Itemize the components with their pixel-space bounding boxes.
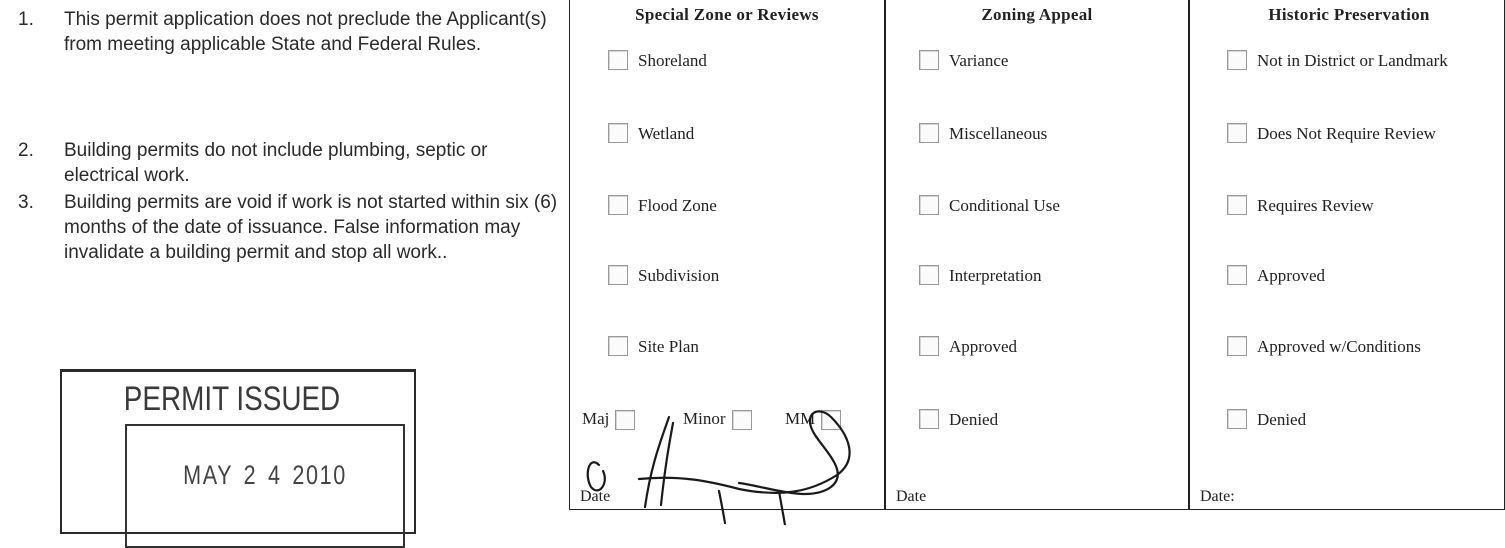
checkbox[interactable]: [1227, 409, 1247, 429]
mm-option[interactable]: [785, 409, 841, 430]
checkbox-label: Site Plan: [638, 337, 699, 356]
checkbox-label: Shoreland: [638, 51, 707, 70]
checkbox-label: Denied: [949, 410, 999, 429]
checkbox-label: Miscellaneous: [949, 124, 1048, 143]
checkbox-label: Variance: [949, 51, 1009, 70]
checkbox-label: Interpretation: [949, 266, 1042, 285]
permit-issued-stamp: [60, 369, 416, 534]
checkbox[interactable]: [1227, 123, 1247, 143]
note-text: Building permits do not include plumbing, septic or electrical work.: [64, 140, 488, 186]
checkbox-label: Approved w/Conditions: [1257, 337, 1421, 356]
special-zone-heading: Special Zone or Reviews: [635, 5, 819, 24]
checkbox-label: Denied: [1257, 410, 1307, 429]
checkbox[interactable]: [919, 409, 939, 429]
zoning-appeal-heading: Zoning Appeal: [981, 5, 1093, 24]
checkbox[interactable]: [1227, 336, 1247, 356]
historic-preservation-heading: Historic Preservation: [1268, 5, 1430, 24]
checkbox-label: Wetland: [638, 124, 695, 143]
special-zone-column: [570, 0, 884, 509]
note-text: This permit application does not preclude the Applicant(s) from meeting applicable State and Federal Rules.: [64, 9, 547, 55]
checkbox-label: Requires Review: [1257, 196, 1374, 215]
subdivision-size-row: [580, 409, 870, 435]
checkbox-label: Conditional Use: [949, 196, 1060, 215]
date-label: Date:: [1200, 488, 1235, 505]
checkbox[interactable]: [608, 265, 628, 285]
minor-label: Minor: [683, 409, 726, 428]
mm-label: MM: [785, 409, 816, 428]
checkbox-label: Flood Zone: [638, 196, 717, 215]
checkbox[interactable]: [608, 195, 628, 215]
note-text: Building permits are void if work is not started within six (6) months of the date of issuance. False information may invalidate a building permit and stop all work..: [64, 192, 558, 263]
checkbox[interactable]: [615, 410, 635, 430]
checkbox-label: Does Not Require Review: [1257, 124, 1436, 143]
review-grid: [569, 0, 1505, 510]
checkbox[interactable]: [732, 410, 752, 430]
checkbox-label: Not in District or Landmark: [1257, 51, 1448, 70]
checkbox[interactable]: [919, 336, 939, 356]
checkbox[interactable]: [608, 336, 628, 356]
date-label: Date: [896, 488, 927, 505]
historic-preservation-column: [1188, 0, 1505, 509]
checkbox-label: Approved: [1257, 266, 1325, 285]
note-number: 2.: [18, 140, 34, 161]
checkbox[interactable]: [919, 195, 939, 215]
stamp-date-box: [125, 424, 405, 548]
checkbox-label: Approved: [949, 337, 1017, 356]
checkbox[interactable]: [1227, 50, 1247, 70]
stamp-date: MAY 2 4 2010: [183, 460, 347, 490]
checkbox[interactable]: [919, 123, 939, 143]
checkbox[interactable]: [919, 50, 939, 70]
checkbox[interactable]: [821, 410, 841, 430]
checkbox[interactable]: [1227, 265, 1247, 285]
zoning-appeal-column: [884, 0, 1188, 509]
note-number: 3.: [18, 192, 34, 213]
checkbox[interactable]: [608, 50, 628, 70]
minor-option[interactable]: [683, 409, 752, 430]
checkbox[interactable]: [919, 265, 939, 285]
maj-label: Maj: [582, 409, 610, 428]
stamp-title: PERMIT ISSUED: [123, 380, 341, 418]
note-number: 1.: [18, 9, 34, 30]
checkbox-label: Subdivision: [638, 266, 720, 285]
maj-option[interactable]: [582, 409, 635, 430]
checkbox[interactable]: [1227, 195, 1247, 215]
date-label: Date: [580, 488, 611, 505]
checkbox[interactable]: [608, 123, 628, 143]
